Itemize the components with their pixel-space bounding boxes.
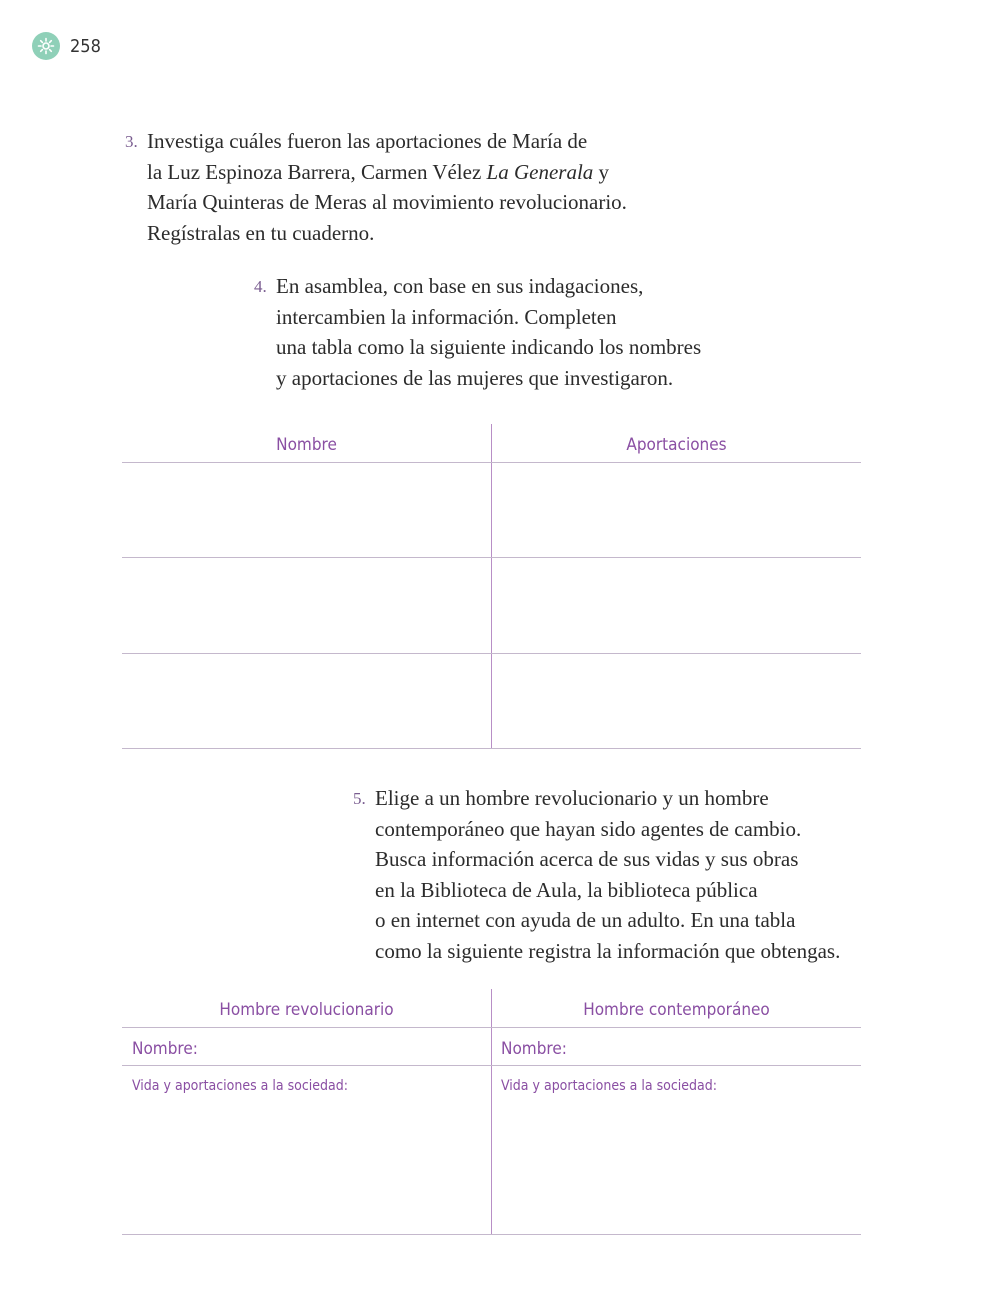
nombre-label-left: Nombre: bbox=[132, 1039, 198, 1059]
aportaciones-cell[interactable] bbox=[492, 654, 861, 748]
activity-line: Regístralas en tu cuaderno. bbox=[147, 220, 375, 245]
activity-line: Busca información acerca de sus vidas y sus obras bbox=[375, 847, 799, 871]
activity-line: En asamblea, con base en sus indagaciones, bbox=[276, 274, 644, 298]
name-row-divider bbox=[122, 1065, 861, 1066]
page-header bbox=[32, 32, 101, 60]
activity-line-text: la Luz Espinoza Barrera, Carmen Vélez bbox=[147, 159, 487, 184]
women-table bbox=[122, 424, 861, 750]
activity-line: intercambien la información. Completen bbox=[276, 304, 617, 329]
activity-line: como la siguiente registra la información que obtengas. bbox=[375, 938, 841, 963]
table-bottom-line bbox=[122, 1234, 861, 1235]
activity-5 bbox=[353, 783, 841, 966]
header-aportaciones: Aportaciones bbox=[626, 435, 727, 455]
aportaciones-cell[interactable] bbox=[492, 463, 861, 557]
vida-cell-left[interactable] bbox=[122, 1099, 491, 1233]
nombre-cell[interactable] bbox=[122, 654, 491, 748]
nombre-cell[interactable] bbox=[122, 558, 491, 652]
activity-line: y aportaciones de las mujeres que investigaron. bbox=[276, 365, 674, 390]
header-nombre: Nombre bbox=[276, 435, 337, 455]
nombre-label-right: Nombre: bbox=[501, 1039, 567, 1059]
italic-title: La Generala bbox=[486, 159, 594, 184]
activity-line-text: y bbox=[593, 159, 610, 184]
aportaciones-cell[interactable] bbox=[492, 558, 861, 652]
activity-4 bbox=[254, 271, 702, 393]
activity-number: 4. bbox=[254, 277, 267, 296]
vida-label-left: Vida y aportaciones a la sociedad: bbox=[132, 1078, 348, 1094]
page-number: 258 bbox=[70, 35, 101, 57]
header-hombre-revolucionario: Hombre revolucionario bbox=[219, 1000, 394, 1020]
nombre-cell[interactable] bbox=[122, 463, 491, 557]
table-bottom-line bbox=[122, 748, 861, 749]
activity-line: una tabla como la siguiente indicando los nombres bbox=[276, 335, 702, 359]
header-underline bbox=[122, 1027, 861, 1028]
gear-flower-icon bbox=[32, 32, 60, 60]
activity-3 bbox=[125, 126, 627, 248]
activity-number: 3. bbox=[125, 132, 138, 151]
activity-line: María Quinteras de Meras al movimiento revolucionario. bbox=[147, 190, 627, 214]
activity-line: Investiga cuáles fueron las aportaciones de María de bbox=[147, 129, 588, 153]
activity-line bbox=[147, 157, 627, 188]
activity-line: contemporáneo que hayan sido agentes de cambio. bbox=[375, 816, 802, 841]
header-hombre-contemporaneo: Hombre contemporáneo bbox=[583, 1000, 770, 1020]
men-table bbox=[122, 989, 861, 1237]
activity-line: Elige a un hombre revolucionario y un hombre bbox=[375, 786, 769, 810]
activity-line: en la Biblioteca de Aula, la biblioteca pública bbox=[375, 877, 758, 902]
vida-cell-right[interactable] bbox=[492, 1099, 861, 1233]
activity-number: 5. bbox=[353, 789, 366, 808]
vida-label-right: Vida y aportaciones a la sociedad: bbox=[501, 1078, 717, 1094]
activity-line: o en internet con ayuda de un adulto. En una tabla bbox=[375, 908, 796, 932]
